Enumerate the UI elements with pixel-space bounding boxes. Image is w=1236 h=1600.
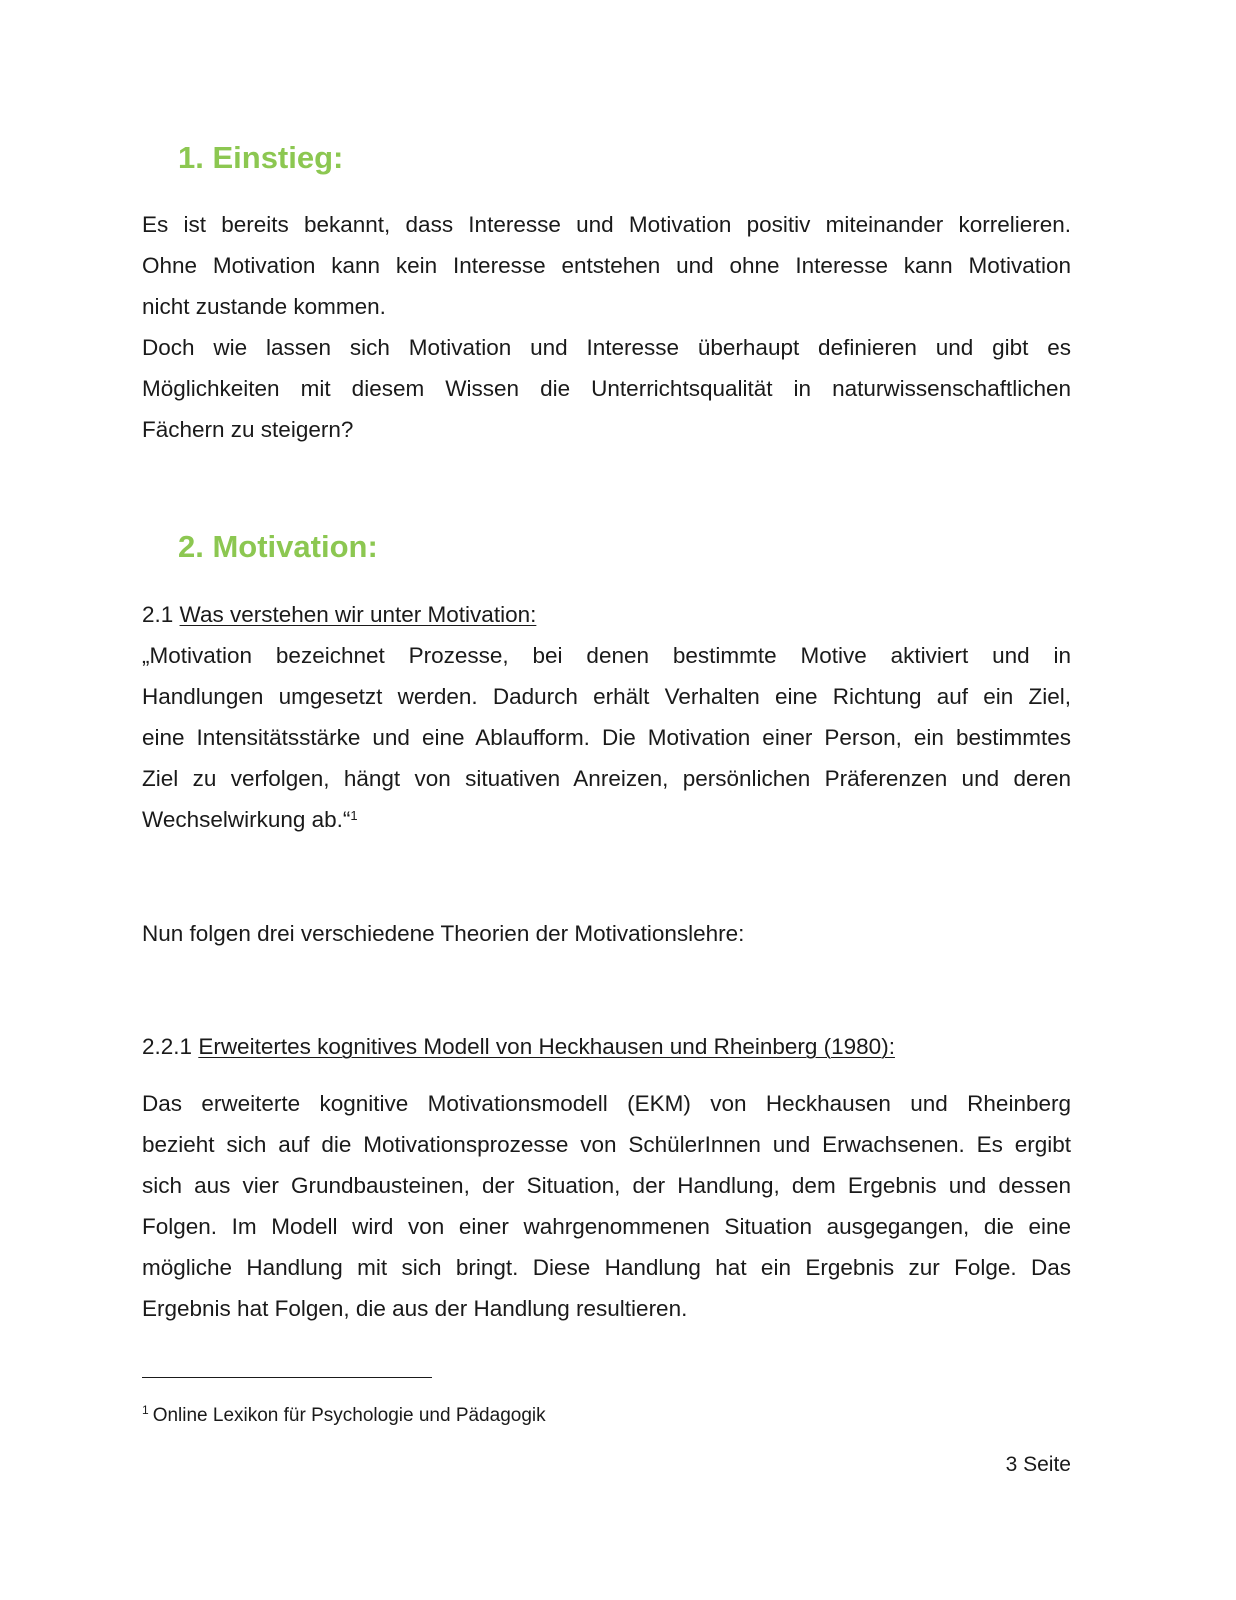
subsection-number: 2.1	[142, 602, 174, 627]
subsection-heading-2-1	[142, 594, 536, 635]
motivation-definition-quote	[142, 635, 1071, 840]
paragraph-line: Fächern zu steigern?	[142, 417, 354, 442]
quote-line: „Motivation bezeichnet Prozesse, bei denen bestimmte Motive aktiviert und in	[142, 643, 1071, 668]
paragraph-line: Das erweiterte kognitive Motivationsmodell (EKM) von Heckhausen und Rheinberg	[142, 1091, 1071, 1116]
paragraph-line: Ergebnis hat Folgen, die aus der Handlung resultieren.	[142, 1296, 688, 1321]
footnote-number: 1	[142, 1403, 149, 1417]
footnote-separator	[142, 1377, 432, 1378]
subsection-number: 2.2.1	[142, 1034, 193, 1059]
paragraph-line: mögliche Handlung mit sich bringt. Diese Handlung hat ein Ergebnis zur Folge. Das	[142, 1255, 1071, 1280]
quote-line-final	[142, 799, 1071, 840]
paragraph-line: Es ist bereits bekannt, dass Interesse und Motivation positiv miteinander korrelieren.	[142, 212, 1071, 237]
quote-line-text: Wechselwirkung ab.“	[142, 807, 351, 832]
paragraph-line: Möglichkeiten mit diesem Wissen die Unterrichtsqualität in naturwissenschaftlichen	[142, 376, 1071, 401]
quote-line: Handlungen umgesetzt werden. Dadurch erhält Verhalten eine Richtung auf ein Ziel,	[142, 684, 1071, 709]
footnote-reference: 1	[350, 808, 358, 823]
quote-line: Ziel zu verfolgen, hängt von situativen Anreizen, persönlichen Präferenzen und deren	[142, 766, 1071, 791]
einstieg-paragraph	[142, 204, 1071, 450]
theories-intro: Nun folgen drei verschiedene Theorien der Motivationslehre:	[142, 921, 745, 946]
paragraph-line: Ohne Motivation kann kein Interesse entstehen und ohne Interesse kann Motivation	[142, 253, 1071, 278]
paragraph-line: bezieht sich auf die Motivationsprozesse von SchülerInnen und Erwachsenen. Es ergibt	[142, 1132, 1071, 1157]
page-number: 3 Seite	[1005, 1453, 1071, 1476]
paragraph-line: sich aus vier Grundbausteinen, der Situation, der Handlung, dem Ergebnis und dessen	[142, 1173, 1071, 1198]
section-heading-einstieg: 1. Einstieg:	[178, 140, 344, 175]
subsection-heading-2-2-1	[142, 1026, 895, 1067]
ekm-paragraph	[142, 1083, 1071, 1329]
paragraph-line: Folgen. Im Modell wird von einer wahrgenommenen Situation ausgegangen, die eine	[142, 1214, 1071, 1239]
subsection-title: Was verstehen wir unter Motivation:	[179, 602, 537, 627]
quote-line: eine Intensitätsstärke und eine Ablaufform. Die Motivation einer Person, ein bestimmtes	[142, 725, 1071, 750]
section-heading-motivation: 2. Motivation:	[178, 529, 378, 564]
paragraph-line: Doch wie lassen sich Motivation und Interesse überhaupt definieren und gibt es	[142, 335, 1071, 360]
footnote-text: Online Lexikon für Psychologie und Pädagogik	[152, 1405, 546, 1426]
footnote	[142, 1405, 546, 1427]
paragraph-line: nicht zustande kommen.	[142, 294, 386, 319]
subsection-title: Erweitertes kognitives Modell von Heckhausen und Rheinberg (1980):	[198, 1034, 895, 1059]
